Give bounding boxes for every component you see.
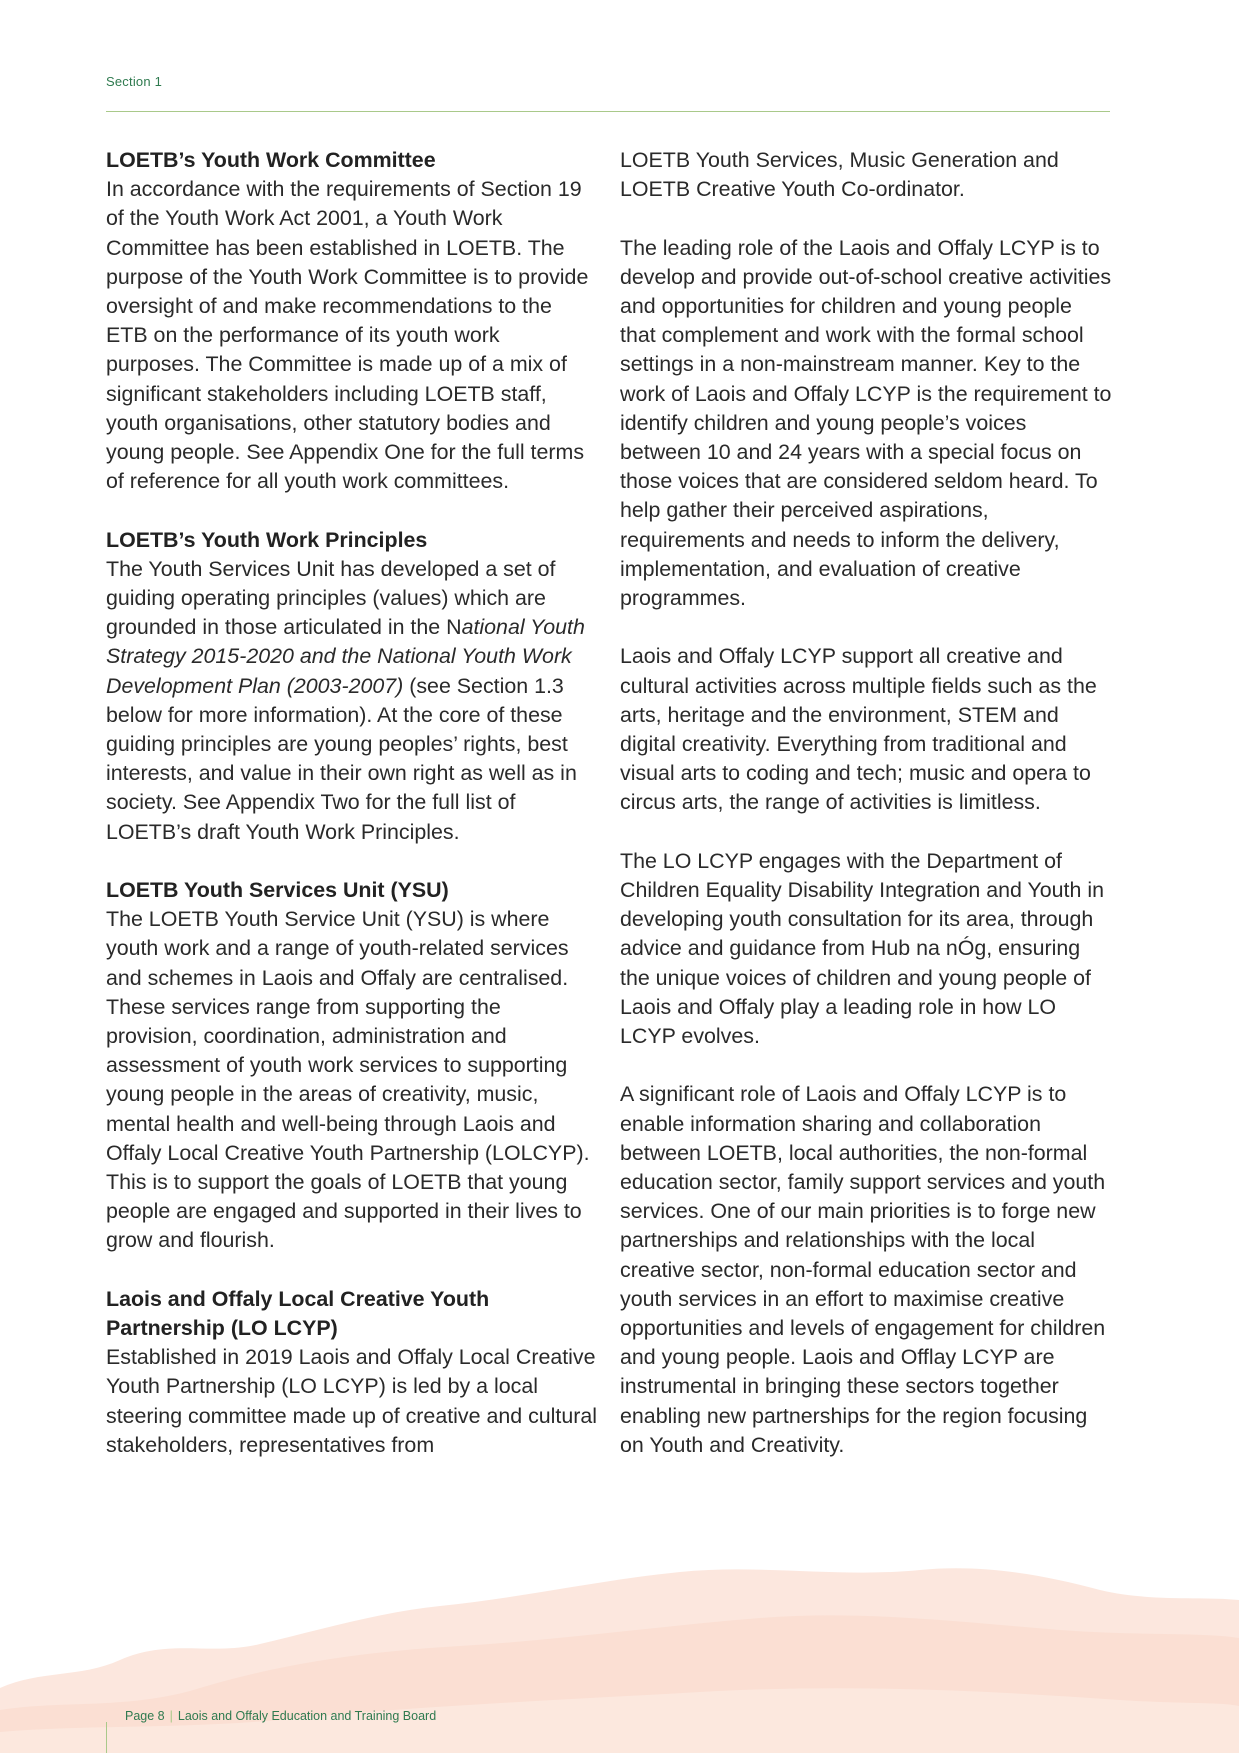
footer-separator: |	[169, 1709, 173, 1723]
header-divider	[106, 111, 1110, 112]
youth-work-principles-heading: LOETB’s Youth Work Principles	[106, 527, 428, 552]
footer-organisation: Laois and Offaly Education and Training Board	[177, 1709, 437, 1723]
youth-work-principles-section	[106, 526, 598, 847]
right-paragraph-5: A significant role of Laois and Offaly LCYP is to enable information sharing and collaboration between LOETB, local authorities, the non-formal education sector, family support services and youth services. One of our main priorities is to forge new partnerships and relationships with the local creative sector, non-formal education sector and youth services in an effort to maximise creative opportunities and levels of engagement for children and young people. Laois and Offlay LCYP are instrumental in bringing these sectors together enabling new partnerships for the region focusing on Youth and Creativity.	[620, 1082, 1106, 1457]
right-column	[620, 146, 1112, 1460]
youth-services-unit-section	[106, 876, 598, 1256]
lcyp-heading: Laois and Offaly Local Creative Youth Partnership (LO LCYP)	[106, 1286, 490, 1341]
youth-services-unit-heading: LOETB Youth Services Unit (YSU)	[106, 878, 449, 903]
page-footer	[125, 1709, 436, 1723]
youth-work-principles-body	[106, 555, 598, 847]
footer-divider	[106, 1722, 107, 1753]
youth-work-committee-heading: LOETB’s Youth Work Committee	[106, 148, 436, 172]
page-number: Page 8	[125, 1709, 165, 1723]
lcyp-body: Established in 2019 Laois and Offaly Local Creative Youth Partnership (LO LCYP) is led by a local steering committee made up of creative and cultural stakeholders, representatives from	[106, 1345, 598, 1457]
principles-text-b: (see Section 1.3 below for more information). At the core of these guiding principles are young peoples’ rights, best interests, and value in their own right as well as in society. See Appendix Two for the full list of LOETB’s draft Youth Work Principles.	[106, 673, 577, 844]
left-column	[106, 146, 598, 1460]
youth-services-unit-body: The LOETB Youth Service Unit (YSU) is where youth work and a range of youth-related services and schemes in Laois and Offaly are centralised. These services range from supporting the provision, coordination, administration and assessment of youth work services to supporting young people in the areas of creativity, music, mental health and well-being through Laois and Offaly Local Creative Youth Partnership (LOLCYP). This is to support the goals of LOETB that young people are engaged and supported in their lives to grow and flourish.	[106, 907, 590, 1253]
decorative-watercolor-wash	[0, 1560, 1239, 1753]
youth-work-committee-body: In accordance with the requirements of Section 19 of the Youth Work Act 2001, a Youth Work Committee has been established in LOETB. The purpose of the Youth Work Committee is to provide oversight of and make recommendations to the ETB on the performance of its youth work purposes. The Committee is made up of a mix of significant stakeholders including LOETB staff, youth organisations, other statutory bodies and young people. See Appendix One for the full terms of reference for all youth work committees.	[106, 177, 589, 494]
principles-text-italic: ational Youth Strategy 2015-2020 and the National Youth Work Development Plan (2003-2007)	[106, 615, 585, 698]
right-paragraph-4: The LO LCYP engages with the Department of Children Equality Disability Integration and Youth in developing youth consultation for its area, through advice and guidance from Hub na nÓg, ensuring the unique voices of children and young people of Laois and Offaly play a leading role in how LO LCYP evolves.	[620, 848, 1104, 1049]
section-label: Section 1	[106, 74, 163, 89]
right-paragraph-2: The leading role of the Laois and Offaly LCYP is to develop and provide out-of-school creative activities and opportunities for children and young people that complement and work with the formal school settings in a non-mainstream manner. Key to the work of Laois and Offaly LCYP is the requirement to identify children and young people’s voices between 10 and 24 years with a special focus on those voices that are considered seldom heard. To help gather their perceived aspirations, requirements and needs to inform the delivery, implementation, and evaluation of creative programmes.	[620, 235, 1112, 611]
right-paragraph-1: LOETB Youth Services, Music Generation and LOETB Creative Youth Co-ordinator.	[620, 148, 1059, 202]
right-paragraph-3: Laois and Offaly LCYP support all creative and cultural activities across multiple fields such as the arts, heritage and the environment, STEM and digital creativity. Everything from traditional and visual arts to coding and tech; music and opera to circus arts, the range of activities is limitless.	[620, 644, 1097, 815]
principles-text-a: The Youth Services Unit has developed a set of guiding operating principles (values) which are grounded in those articulated in the N	[106, 556, 556, 640]
youth-work-committee-section	[106, 146, 598, 496]
lcyp-section	[106, 1285, 598, 1460]
